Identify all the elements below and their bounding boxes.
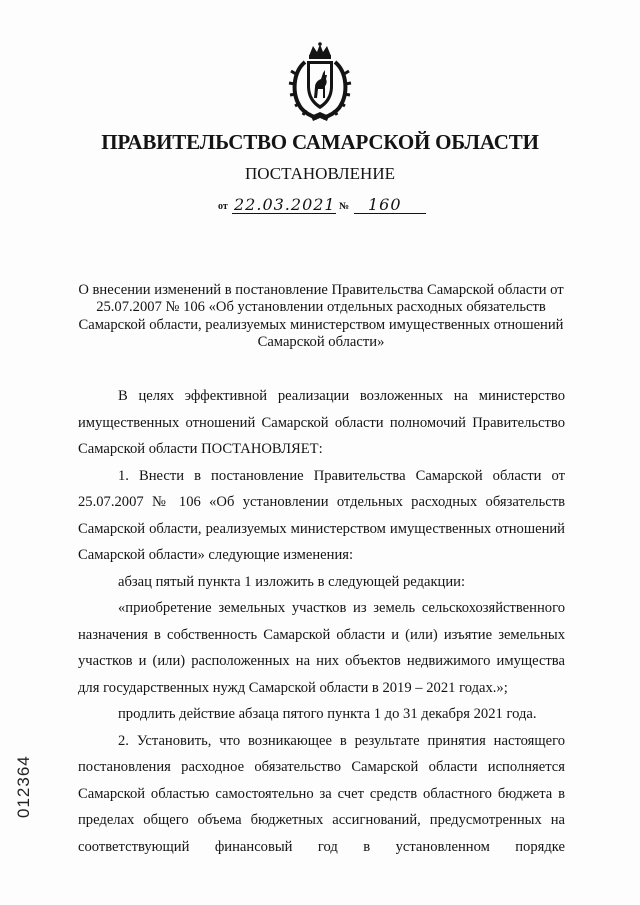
date-number-line [218,195,428,217]
paragraph-amend-intro: абзац пятый пункта 1 изложить в следующей редакции: [118,573,466,590]
date-prefix: от [218,201,228,212]
document-subject: О внесении изменений в постановление Правительства Самарской области от 25.07.2007 № 106 «Об установлении отдельных расходных обязательств Самарской области, реализуемых министерством имущественных отношений Самарской области» [78,282,564,350]
document-type: ПОСТАНОВЛЕНИЕ [244,164,395,183]
coat-of-arms-emblem [287,42,353,122]
paragraph-preamble: В целях эффективной реализации возложенных на министерство имущественных отношений Самарской области полномочий Правительство Самарской области ПОСТАНОВЛЯЕТ: [78,388,565,457]
paragraph-amend-text: «приобретение земельных участков из земель сельскохозяйственного назначения в собственность Самарской области и (или) изъятие земельных участков и (или) расположенных на них объектов недвижимого имущества для государственных нужд Самарской области в 2019 – 2021 годах.»; [78,600,565,696]
government-title: ПРАВИТЕЛЬСТВО САМАРСКОЙ ОБЛАСТИ [101,130,539,154]
number-underline [354,213,426,214]
document-body [78,383,565,860]
paragraph-item-1: 1. Внести в постановление Правительства Самарской области от 25.07.2007 № 106 «Об установлении отдельных расходных обязательств Самарской области, реализуемых министерством имущественных отношений Самарской области» следующие изменения: [78,467,565,563]
document-number: 160 [368,195,402,214]
paragraph-extension: продлить действие абзаца пятого пункта 1 до 31 декабря 2021 года. [118,706,537,722]
number-prefix: № [339,201,350,212]
document-date: 22.03.2021 [234,195,336,214]
side-serial-number: 012364 [14,755,33,818]
paragraph-item-2: 2. Установить, что возникающее в результате принятия настоящего постановления расходное обязательство Самарской области исполняется Самарской областью самостоятельно за счет средств областного бюджета в пределах общего объема бюджетных ассигнований, предусмотренных на соответствующий финансовый год в установленном порядке [78,732,565,855]
date-underline [232,213,336,214]
